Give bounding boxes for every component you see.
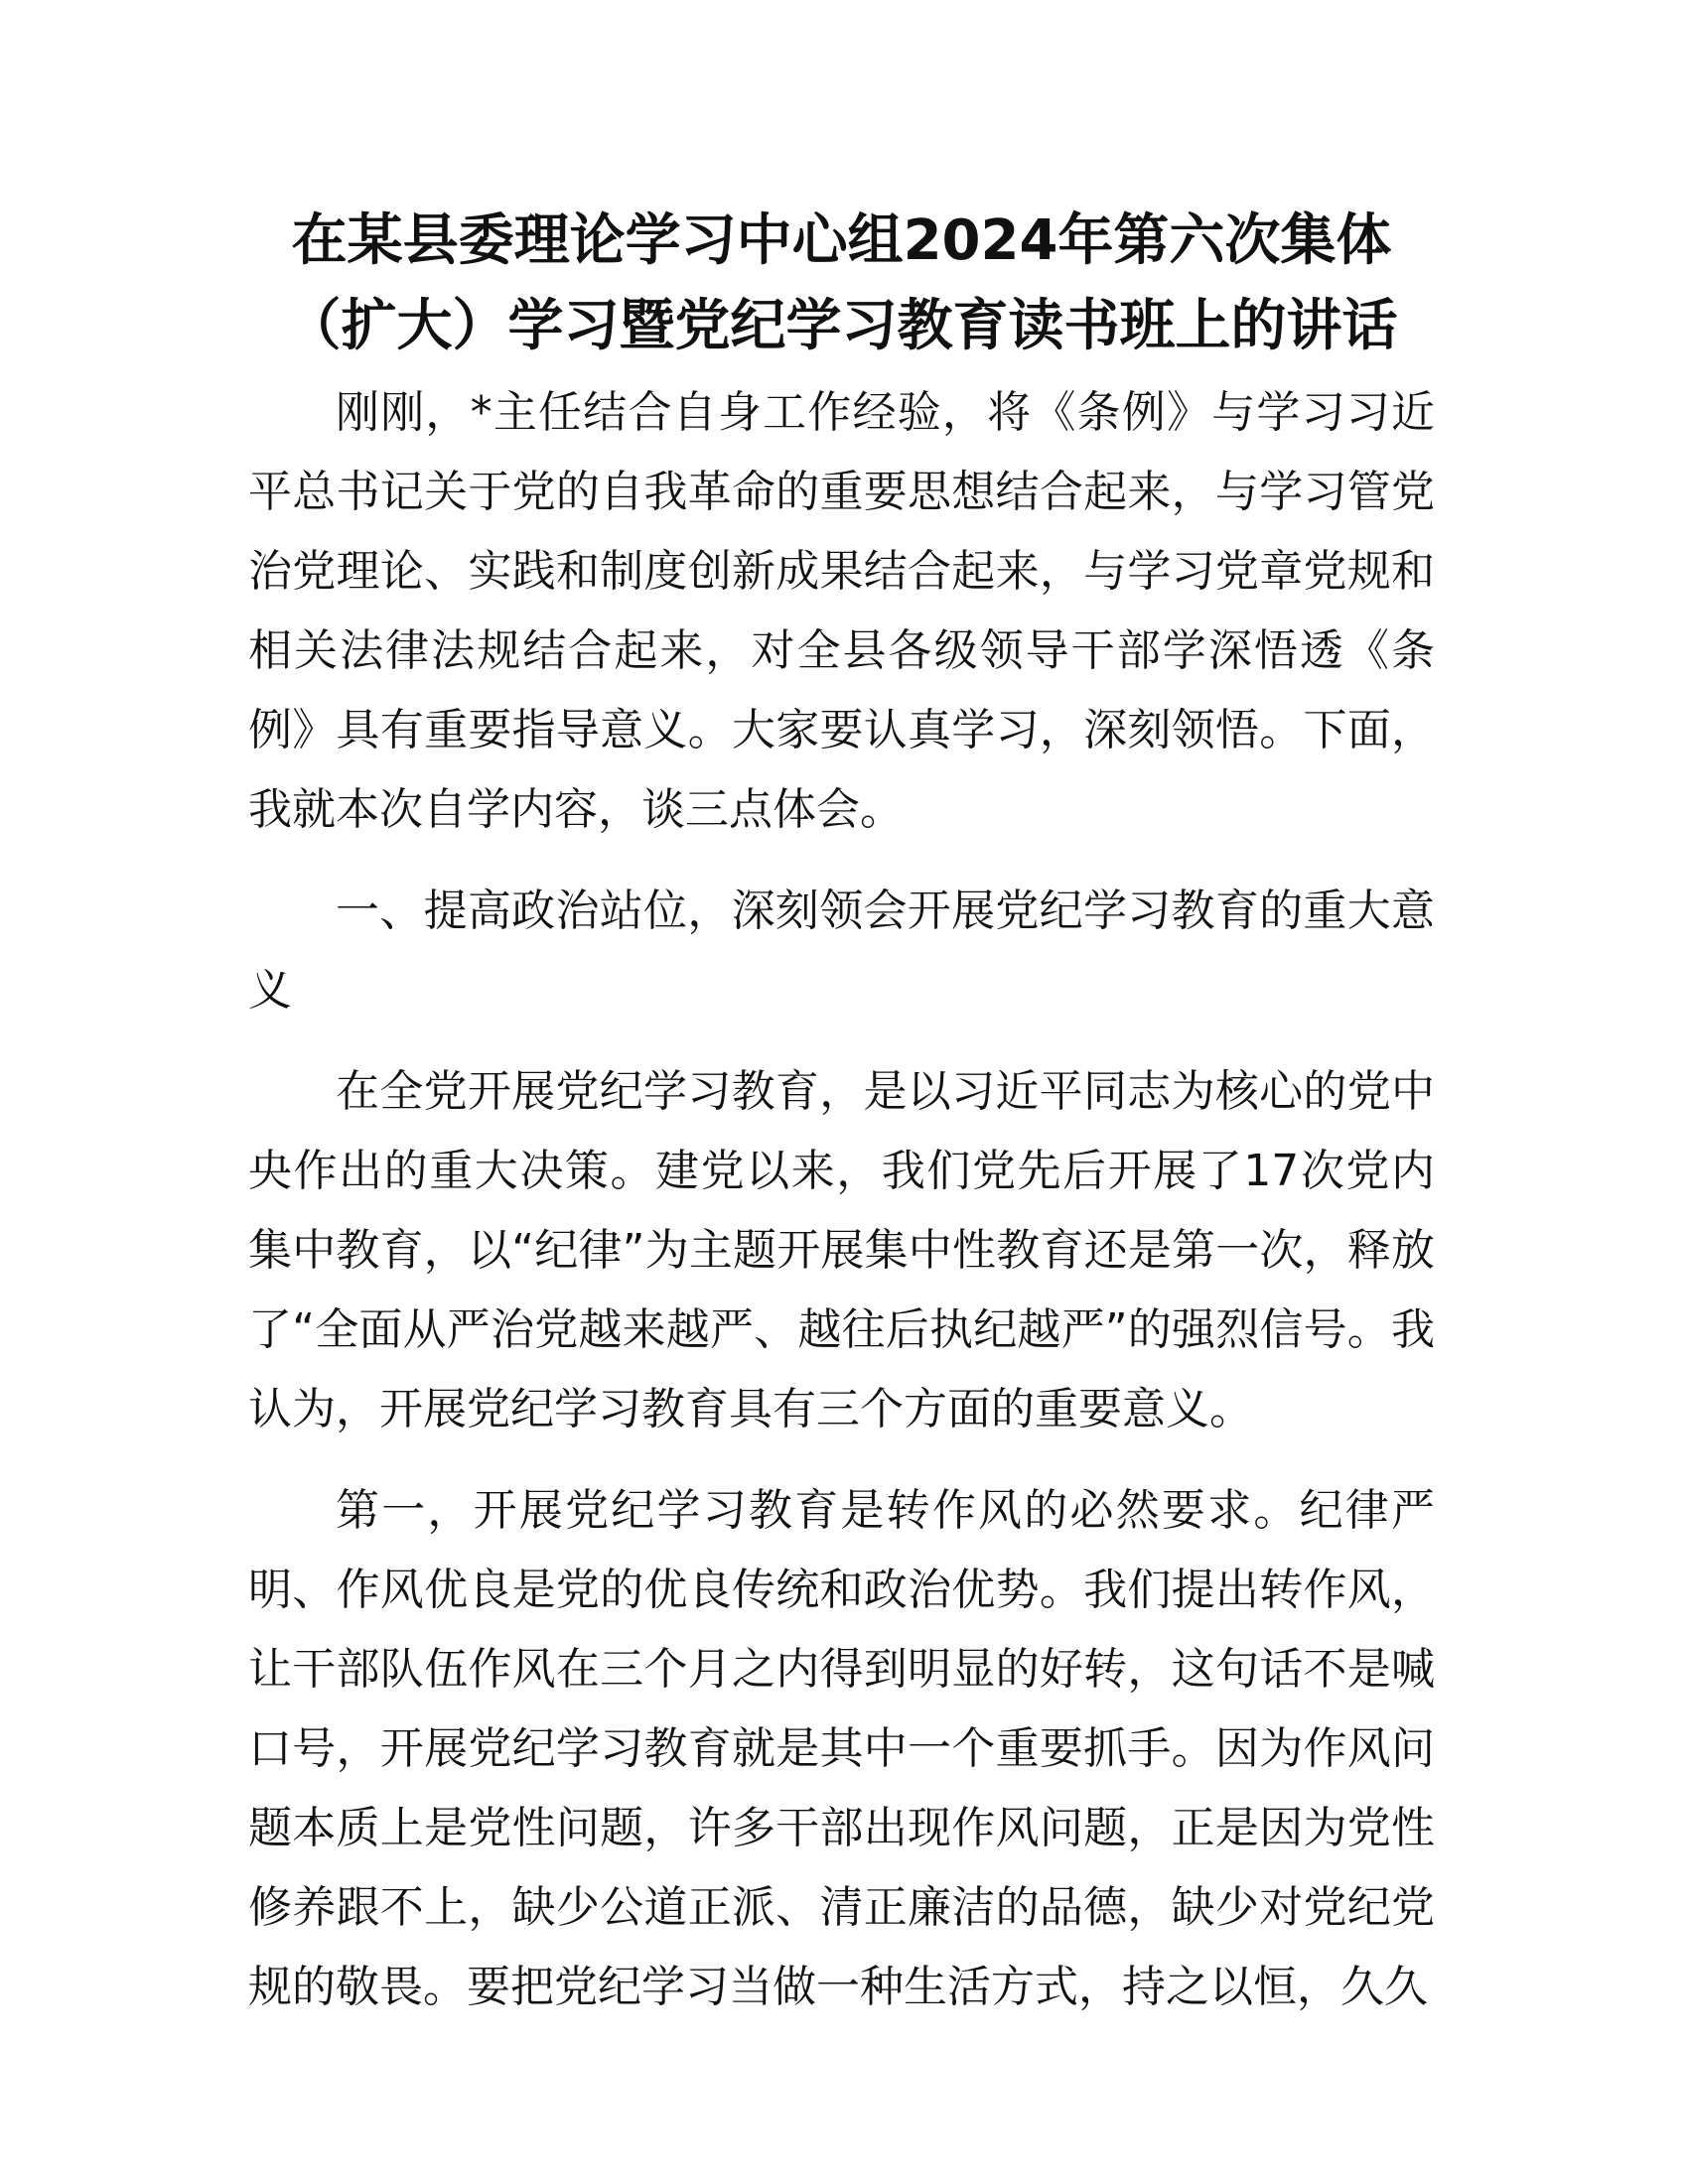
paragraph-first-point: 第一，开展党纪学习教育是转作风的必然要求。纪律严明、作风优良是党的优良传统和政治优势。我们提出转作风，让干部队伍作风在三个月之内得到明显的好转，这句话不是喊口号，开展党纪学习教育就是其中一个重要抓手。因为作风问题本质上是党性问题，许多干部出现作风问题，正是因为党性修养跟不上，缺少公道正派、清正廉洁的品德，缺少对党纪党规的敬畏。要把党纪学习当做一种生活方式，持之以恒，久久	[248, 1485, 1435, 2012]
paragraph-significance: 在全党开展党纪学习教育，是以习近平同志为核心的党中央作出的重大决策。建党以来，我们党先后开展了17次党内集中教育，以“纪律”为主题开展集中性教育还是第一次，释放了“全面从严治党越来越严、越往后执纪越严”的强烈信号。我认为，开展党纪学习教育具有三个方面的重要意义。	[248, 1066, 1435, 1434]
document-title	[248, 199, 1435, 369]
section-heading-1: 一、提高政治站位，深刻领会开展党纪学习教育的重大意义	[248, 886, 1435, 1016]
document-body	[248, 199, 1435, 2027]
title-line-2: （扩大）学习暨党纪学习教育读书班上的讲话	[285, 294, 1398, 358]
title-line-1: 在某县委理论学习中心组2024年第六次集体	[291, 208, 1392, 273]
paragraph-intro: 刚刚，*主任结合自身工作经验，将《条例》与学习习近平总书记关于党的自我革命的重要思想结合起来，与学习管党治党理论、实践和制度创新成果结合起来，与学习党章党规和相关法律法规结合起来，对全县各级领导干部学深悟透《条例》具有重要指导意义。大家要认真学习，深刻领悟。下面，我就本次自学内容，谈三点体会。	[248, 387, 1435, 835]
